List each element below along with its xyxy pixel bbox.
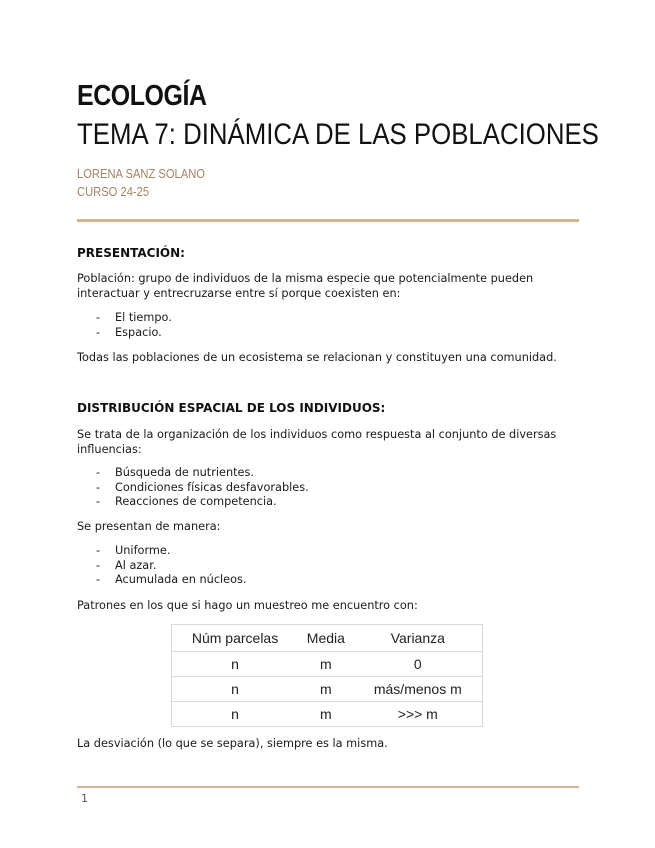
footer-divider: [77, 786, 579, 788]
presentacion-intro: Población: grupo de individuos de la misma especie que potencialmente pueden interactuar y entrecruzarse entre sí porque coexisten en:: [77, 272, 534, 300]
influencias-list: [77, 466, 309, 510]
table-cell: n: [172, 652, 299, 677]
table-cell: más/menos m: [354, 677, 483, 702]
patrones-label: Patrones en los que si hago un muestreo me encuentro con:: [77, 599, 418, 612]
table-cell: m: [298, 652, 354, 677]
distribucion-closing: La desviación (lo que se separa), siempre es la misma.: [77, 737, 388, 750]
presentacion-closing: Todas las poblaciones de un ecosistema se relacionan y constituyen una comunidad.: [77, 351, 557, 364]
section-heading-presentacion: PRESENTACIÓN:: [77, 246, 185, 260]
table-cell: n: [172, 702, 299, 727]
list-item: - Espacio.: [77, 326, 172, 341]
list-item: - El tiempo.: [77, 311, 172, 326]
list-item: - Al azar.: [77, 559, 247, 574]
course-label: CURSO 24-25: [77, 184, 150, 199]
list-item: - Acumulada en núcleos.: [77, 573, 247, 588]
coexist-list: [77, 311, 172, 340]
table-cell: >>> m: [354, 702, 483, 727]
distribucion-intro: Se trata de la organización de los individuos como respuesta al conjunto de diversas influencias:: [77, 428, 557, 456]
sampling-table: [171, 624, 483, 727]
list-item: - Uniforme.: [77, 544, 247, 559]
table-cell: 0: [354, 652, 483, 677]
table-row: [172, 677, 483, 702]
page-number: 1: [81, 792, 88, 805]
table-cell: m: [298, 702, 354, 727]
table-cell: n: [172, 677, 299, 702]
subject-title: ECOLOGÍA: [77, 80, 207, 112]
column-header: Núm parcelas: [172, 625, 299, 652]
section-heading-distribucion: DISTRIBUCIÓN ESPACIAL DE LOS INDIVIDUOS:: [77, 401, 386, 415]
column-header: Varianza: [354, 625, 483, 652]
table-cell: m: [298, 677, 354, 702]
header-divider: [77, 219, 579, 222]
table-row: [172, 652, 483, 677]
list-item: - Búsqueda de nutrientes.: [77, 466, 309, 481]
table-row: [172, 702, 483, 727]
maneras-list: [77, 544, 247, 588]
author-name: LORENA SANZ SOLANO: [77, 166, 205, 181]
manera-label: Se presentan de manera:: [77, 520, 221, 533]
topic-title: TEMA 7: DINÁMICA DE LAS POBLACIONES: [77, 118, 599, 151]
table-header-row: [172, 625, 483, 652]
column-header: Media: [298, 625, 354, 652]
list-item: - Condiciones físicas desfavorables.: [77, 481, 309, 496]
list-item: - Reacciones de competencia.: [77, 495, 309, 510]
